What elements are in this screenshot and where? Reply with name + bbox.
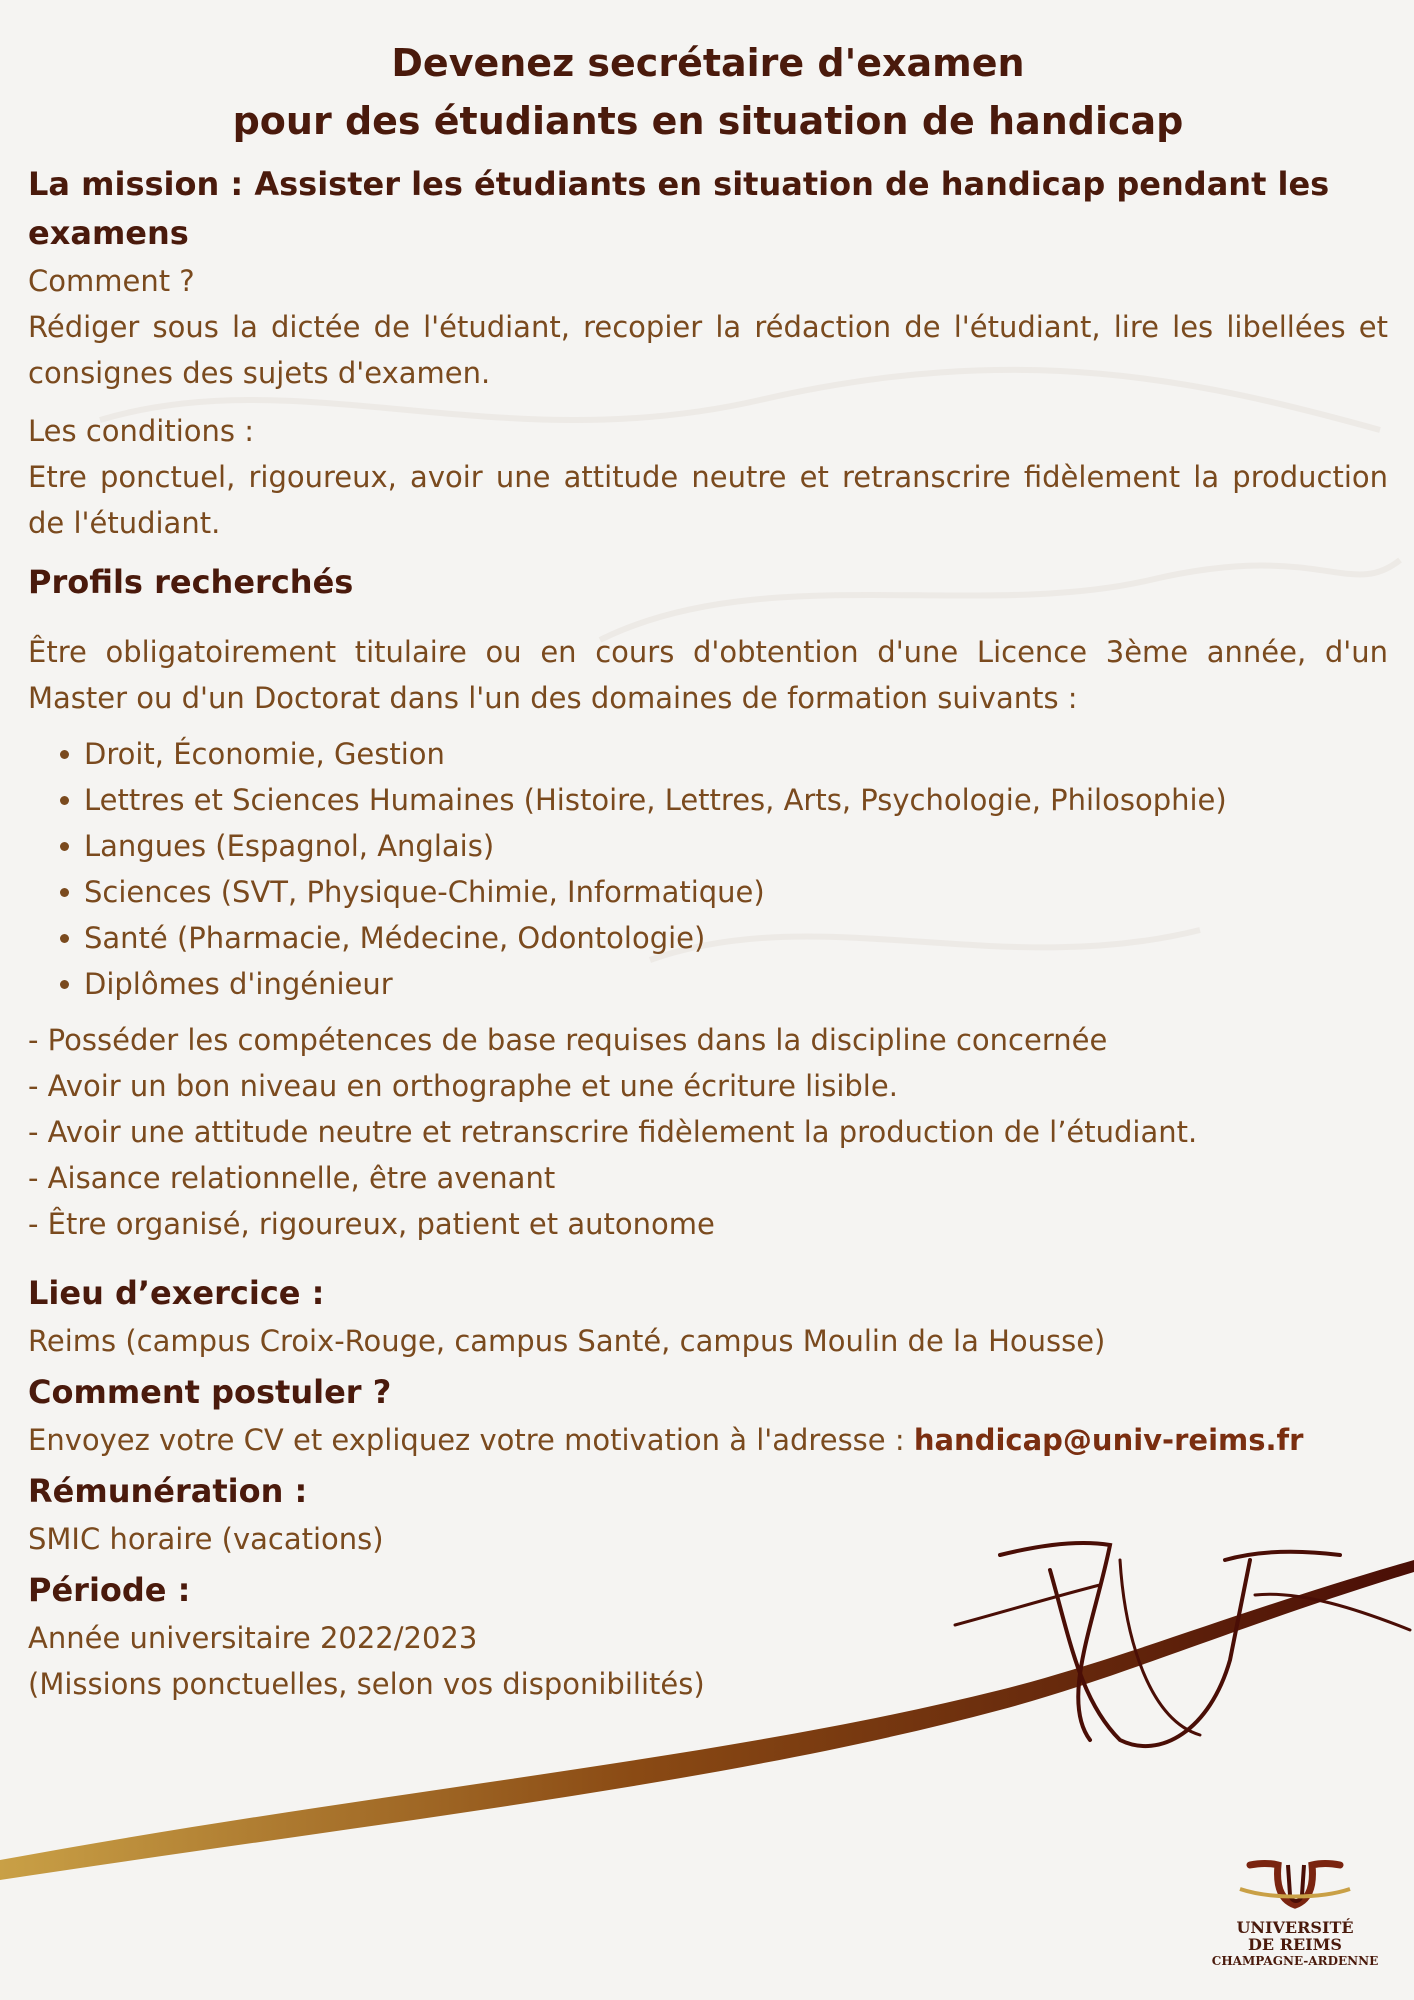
postuler-instruction: Envoyez votre CV et expliquez votre motivation à l'adresse :: [28, 1423, 914, 1457]
list-item: Droit, Économie, Gestion: [84, 731, 1388, 777]
periode-heading: Période :: [28, 1571, 191, 1609]
page-title: [28, 34, 1388, 150]
periode-line-1: Année universitaire 2022/2023: [28, 1621, 478, 1655]
list-item: Lettres et Sciences Humaines (Histoire, Lettres, Arts, Psychologie, Philosophie): [84, 777, 1388, 823]
postuler-heading: Comment postuler ?: [28, 1373, 392, 1411]
requirement-item: - Être organisé, rigoureux, patient et autonome: [28, 1207, 715, 1241]
remuneration-heading: Rémunération :: [28, 1472, 308, 1510]
title-line-1: Devenez secrétaire d'examen: [391, 41, 1025, 85]
profils-heading: Profils recherchés: [28, 563, 354, 601]
mission-heading: La mission : Assister les étudiants en situation de handicap pendant les examens: [28, 165, 1330, 252]
conditions-label: Les conditions :: [28, 414, 254, 448]
requirement-item: - Avoir un bon niveau en orthographe et une écriture lisible.: [28, 1069, 898, 1103]
requirement-item: - Posséder les compétences de base requises dans la discipline concernée: [28, 1023, 1108, 1057]
logo-line-3: CHAMPAGNE-ARDENNE: [1211, 1954, 1379, 1968]
requirement-item: - Aisance relationnelle, être avenant: [28, 1161, 556, 1195]
university-logo: [1210, 1855, 1380, 1970]
domains-list: [28, 731, 1388, 1007]
logo-line-2: DE REIMS: [1248, 1935, 1342, 1954]
periode-line-2: (Missions ponctuelles, selon vos disponibilités): [28, 1667, 705, 1701]
poster-content: [28, 0, 1388, 1707]
comment-text: Rédiger sous la dictée de l'étudiant, recopier la rédaction de l'étudiant, lire les libellées et consignes des sujets d'examen.: [28, 310, 1388, 390]
conditions-text: Etre ponctuel, rigoureux, avoir une attitude neutre et retranscrire fidèlement la production de l'étudiant.: [28, 460, 1388, 540]
logo-line-1: UNIVERSITÉ: [1236, 1918, 1354, 1937]
requirements-list: [28, 1017, 1388, 1247]
comment-label: Comment ?: [28, 264, 195, 298]
university-logo-icon: [1210, 1855, 1380, 1915]
logo-wordmark: [1210, 1919, 1380, 1970]
requirement-item: - Avoir une attitude neutre et retranscrire fidèlement la production de l’étudiant.: [28, 1115, 1198, 1149]
profils-intro: Être obligatoirement titulaire ou en cours d'obtention d'une Licence 3ème année, d'un Master ou d'un Doctorat dans l'un des domaines de formation suivants :: [28, 635, 1388, 715]
lieu-text: Reims (campus Croix-Rouge, campus Santé, campus Moulin de la Housse): [28, 1324, 1106, 1358]
list-item: Diplômes d'ingénieur: [84, 961, 1388, 1007]
list-item: Langues (Espagnol, Anglais): [84, 823, 1388, 869]
email-link[interactable]: handicap@univ-reims.fr: [913, 1423, 1304, 1457]
title-line-2: pour des étudiants en situation de handicap: [232, 99, 1184, 143]
list-item: Sciences (SVT, Physique-Chimie, Informatique): [84, 869, 1388, 915]
list-item: Santé (Pharmacie, Médecine, Odontologie): [84, 915, 1388, 961]
postuler-text: [28, 1417, 1388, 1463]
lieu-heading: Lieu d’exercice :: [28, 1274, 325, 1312]
remuneration-text: SMIC horaire (vacations): [28, 1522, 384, 1556]
